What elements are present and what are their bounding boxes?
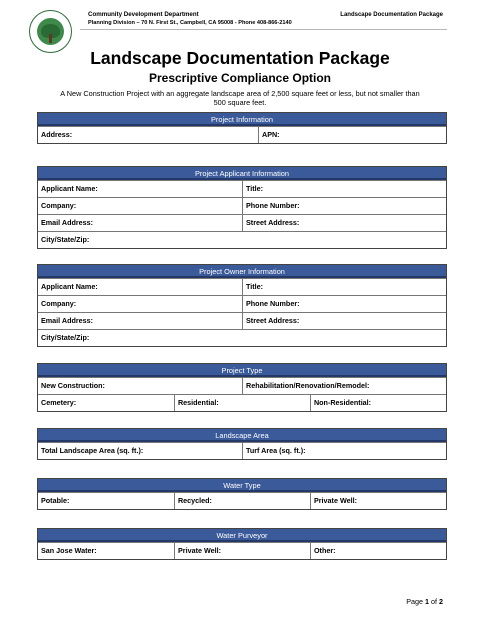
other-purveyor-field[interactable]: Other:	[310, 543, 446, 559]
form-row	[38, 394, 446, 411]
apn-field[interactable]: APN:	[258, 127, 446, 143]
header-divider	[80, 29, 447, 30]
section-heading: Project Type	[38, 364, 446, 377]
page-subtitle: Prescriptive Compliance Option	[148, 71, 332, 85]
cemetery-field[interactable]: Cemetery:	[41, 398, 77, 407]
division-address: Planning Division – 70 N. First St., Campbell, CA 95008 - Phone 408-866-2140	[88, 20, 292, 26]
page-prefix: Page	[406, 597, 425, 606]
total-landscape-area-field[interactable]: Total Landscape Area (sq. ft.):	[41, 446, 144, 455]
page-title: Landscape Documentation Package	[90, 48, 390, 68]
owner-street-field[interactable]: Street Address:	[242, 313, 446, 329]
applicant-city-field[interactable]: City/State/Zip:	[41, 235, 90, 244]
form-row	[38, 377, 446, 394]
owner-phone-field[interactable]: Phone Number:	[242, 296, 446, 312]
purveyor-private-well-field[interactable]: Private Well:	[174, 543, 310, 559]
address-field[interactable]: Address:	[41, 130, 73, 139]
applicant-title-field[interactable]: Title:	[242, 181, 446, 197]
rehab-field[interactable]: Rehabilitation/Renovation/Remodel:	[242, 378, 446, 394]
non-residential-field[interactable]: Non-Residential:	[310, 395, 446, 411]
page-number	[406, 597, 443, 606]
landscape-area-section	[37, 428, 447, 460]
form-row	[38, 295, 446, 312]
applicant-street-field[interactable]: Street Address:	[242, 215, 446, 231]
owner-name-field[interactable]: Applicant Name:	[41, 282, 98, 291]
section-heading: Project Owner Information	[38, 265, 446, 278]
private-well-field[interactable]: Private Well:	[310, 493, 446, 509]
form-row	[38, 126, 446, 143]
turf-area-field[interactable]: Turf Area (sq. ft.):	[242, 443, 446, 459]
project-type-section	[37, 363, 447, 412]
section-heading: Water Purveyor	[38, 529, 446, 542]
form-row	[38, 312, 446, 329]
form-row	[38, 329, 446, 346]
form-row	[38, 197, 446, 214]
recycled-field[interactable]: Recycled:	[174, 493, 310, 509]
applicant-information-section	[37, 166, 447, 249]
potable-field[interactable]: Potable:	[41, 496, 70, 505]
owner-email-field[interactable]: Email Address:	[41, 316, 94, 325]
page-current: 1	[425, 597, 429, 606]
section-heading: Water Type	[38, 479, 446, 492]
applicant-company-field[interactable]: Company:	[41, 201, 77, 210]
owner-information-section	[37, 264, 447, 347]
city-seal-logo	[29, 10, 72, 53]
owner-city-field[interactable]: City/State/Zip:	[41, 333, 90, 342]
form-row	[38, 231, 446, 248]
applicant-email-field[interactable]: Email Address:	[41, 218, 94, 227]
section-heading: Landscape Area	[38, 429, 446, 442]
form-row	[38, 214, 446, 231]
applicant-name-field[interactable]: Applicant Name:	[41, 184, 98, 193]
new-construction-field[interactable]: New Construction:	[41, 381, 105, 390]
department-name: Community Development Department	[88, 11, 199, 18]
residential-field[interactable]: Residential:	[174, 395, 310, 411]
form-row	[38, 180, 446, 197]
owner-company-field[interactable]: Company:	[41, 299, 77, 308]
section-heading: Project Information	[38, 113, 446, 126]
section-heading: Project Applicant Information	[38, 167, 446, 180]
form-row	[38, 278, 446, 295]
water-type-section	[37, 478, 447, 510]
project-information-section	[37, 112, 447, 144]
header-doc-title: Landscape Documentation Package	[340, 12, 443, 18]
form-row	[38, 442, 446, 459]
san-jose-water-field[interactable]: San Jose Water:	[41, 546, 97, 555]
form-row	[38, 542, 446, 559]
water-purveyor-section	[37, 528, 447, 560]
page-total: 2	[439, 597, 443, 606]
owner-title-field[interactable]: Title:	[242, 279, 446, 295]
applicant-phone-field[interactable]: Phone Number:	[242, 198, 446, 214]
tree-icon	[37, 18, 64, 45]
form-row	[38, 492, 446, 509]
page-of: of	[429, 597, 439, 606]
intro-text: A New Construction Project with an aggregate landscape area of 2,500 square feet or less, but not smaller than 500 square feet.	[60, 89, 420, 108]
